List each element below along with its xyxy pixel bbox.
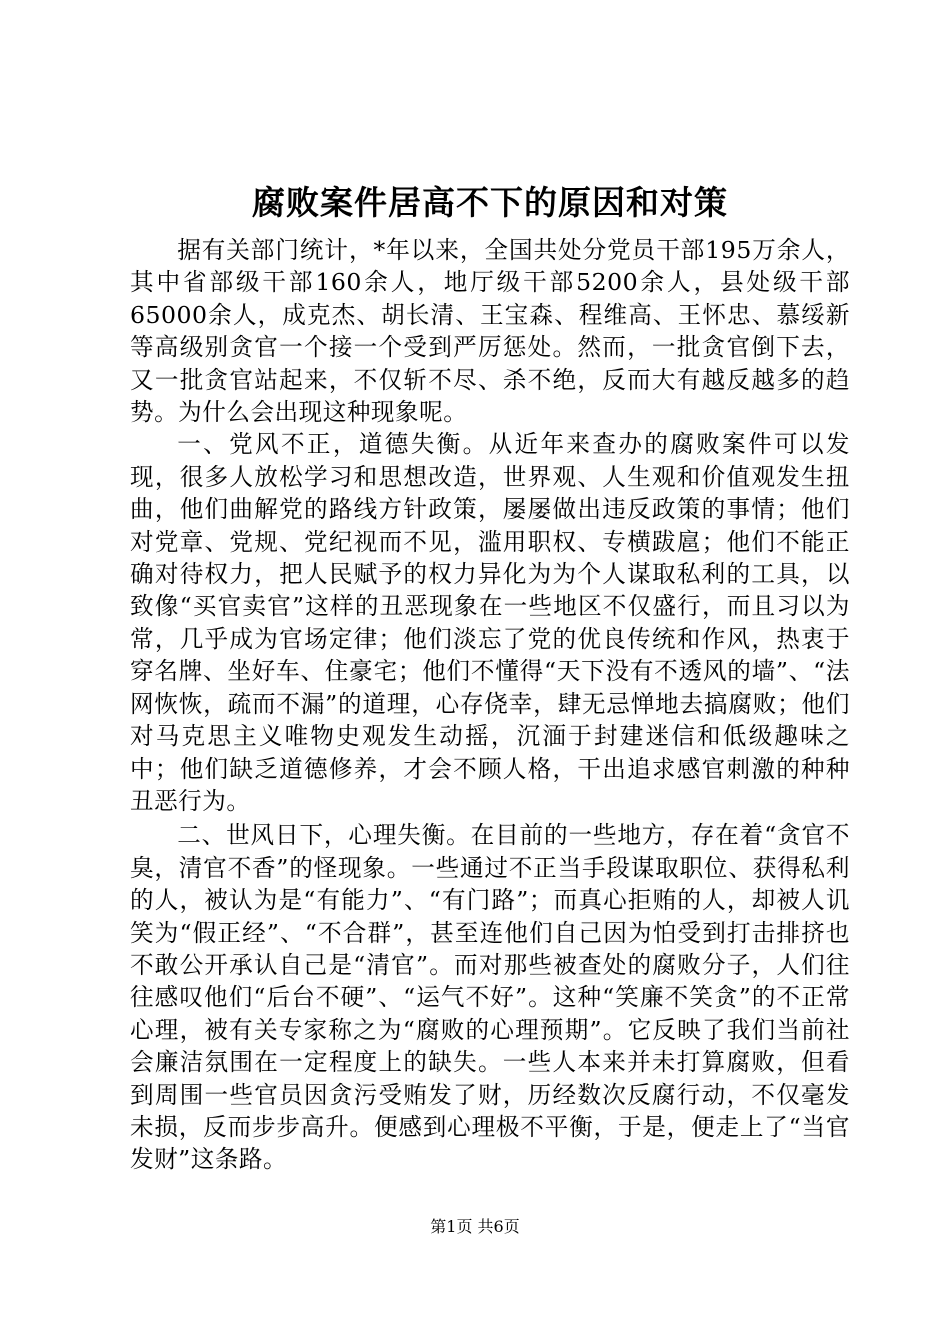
- paragraph-section-2: 二、世风日下，心理失衡。在目前的一些地方，存在着“贪官不臭，清官不香”的怪现象。一些通过不正当手段谋取职位、获得私利的人，被认为是“有能力”、“有门路”；而真心拒贿的人，却被人讥笑为“假正经”、“不合群”，甚至连他们自己因为怕受到打击排挤也不敢公开承认自己是“清官”。而对那些被查处的腐败分子，人们往往感叹他们“后台不硬”、“运气不好”。这种“笑廉不笑贪”的不正常心理，被有关专家称之为“腐败的心理预期”。它反映了我们当前社会廉洁氛围在一定程度上的缺失。一些人本来并未打算腐败，但看到周围一些官员因贪污受贿发了财，历经数次反腐行动，不仅毫发未损，反而步步高升。便感到心理极不平衡，于是，便走上了“当官发财”这条路。: [130, 821, 850, 1174]
- document-title: 腐败案件居高不下的原因和对策: [252, 183, 728, 222]
- paragraph-section-1: 一、党风不正，道德失衡。从近年来查办的腐败案件可以发现，很多人放松学习和思想改造，世界观、人生观和价值观发生扭曲，他们曲解党的路线方针政策，屡屡做出违反政策的事情；他们对党章、党规、党纪视而不见，滥用职权、专横跋扈；他们不能正确对待权力，把人民赋予的权力异化为为个人谋取私利的工具，以致像“买官卖官”这样的丑恶现象在一些地区不仅盛行，而且习以为常，几乎成为官场定律；他们淡忘了党的优良传统和作风，热衷于穿名牌、坐好车、住豪宅；他们不懂得“天下没有不透风的墙”、“法网恢恢，疏而不漏”的道理，心存侥幸，肆无忌惮地去搞腐败；他们对马克思主义唯物史观发生动摇，沉湎于封建迷信和低级趣味之中；他们缺乏道德修养，才会不顾人格，干出追求感官刺激的种种丑恶行为。: [130, 430, 850, 815]
- page-footer: 第1页 共6页: [430, 1217, 520, 1236]
- document-body: [130, 180, 850, 1176]
- paragraph-intro: 据有关部门统计，*年以来，全国共处分党员干部195万余人，其中省部级干部160余人，地厅级干部5200余人，县处级干部65000余人，成克杰、胡长清、王宝森、程维高、王怀忠、慕绥新等高级别贪官一个接一个受到严厉惩处。然而，一批贪官倒下去，又一批贪官站起来，不仅斩不尽、杀不绝，反而大有越反越多的趋势。为什么会出现这种现象呢。: [130, 236, 850, 427]
